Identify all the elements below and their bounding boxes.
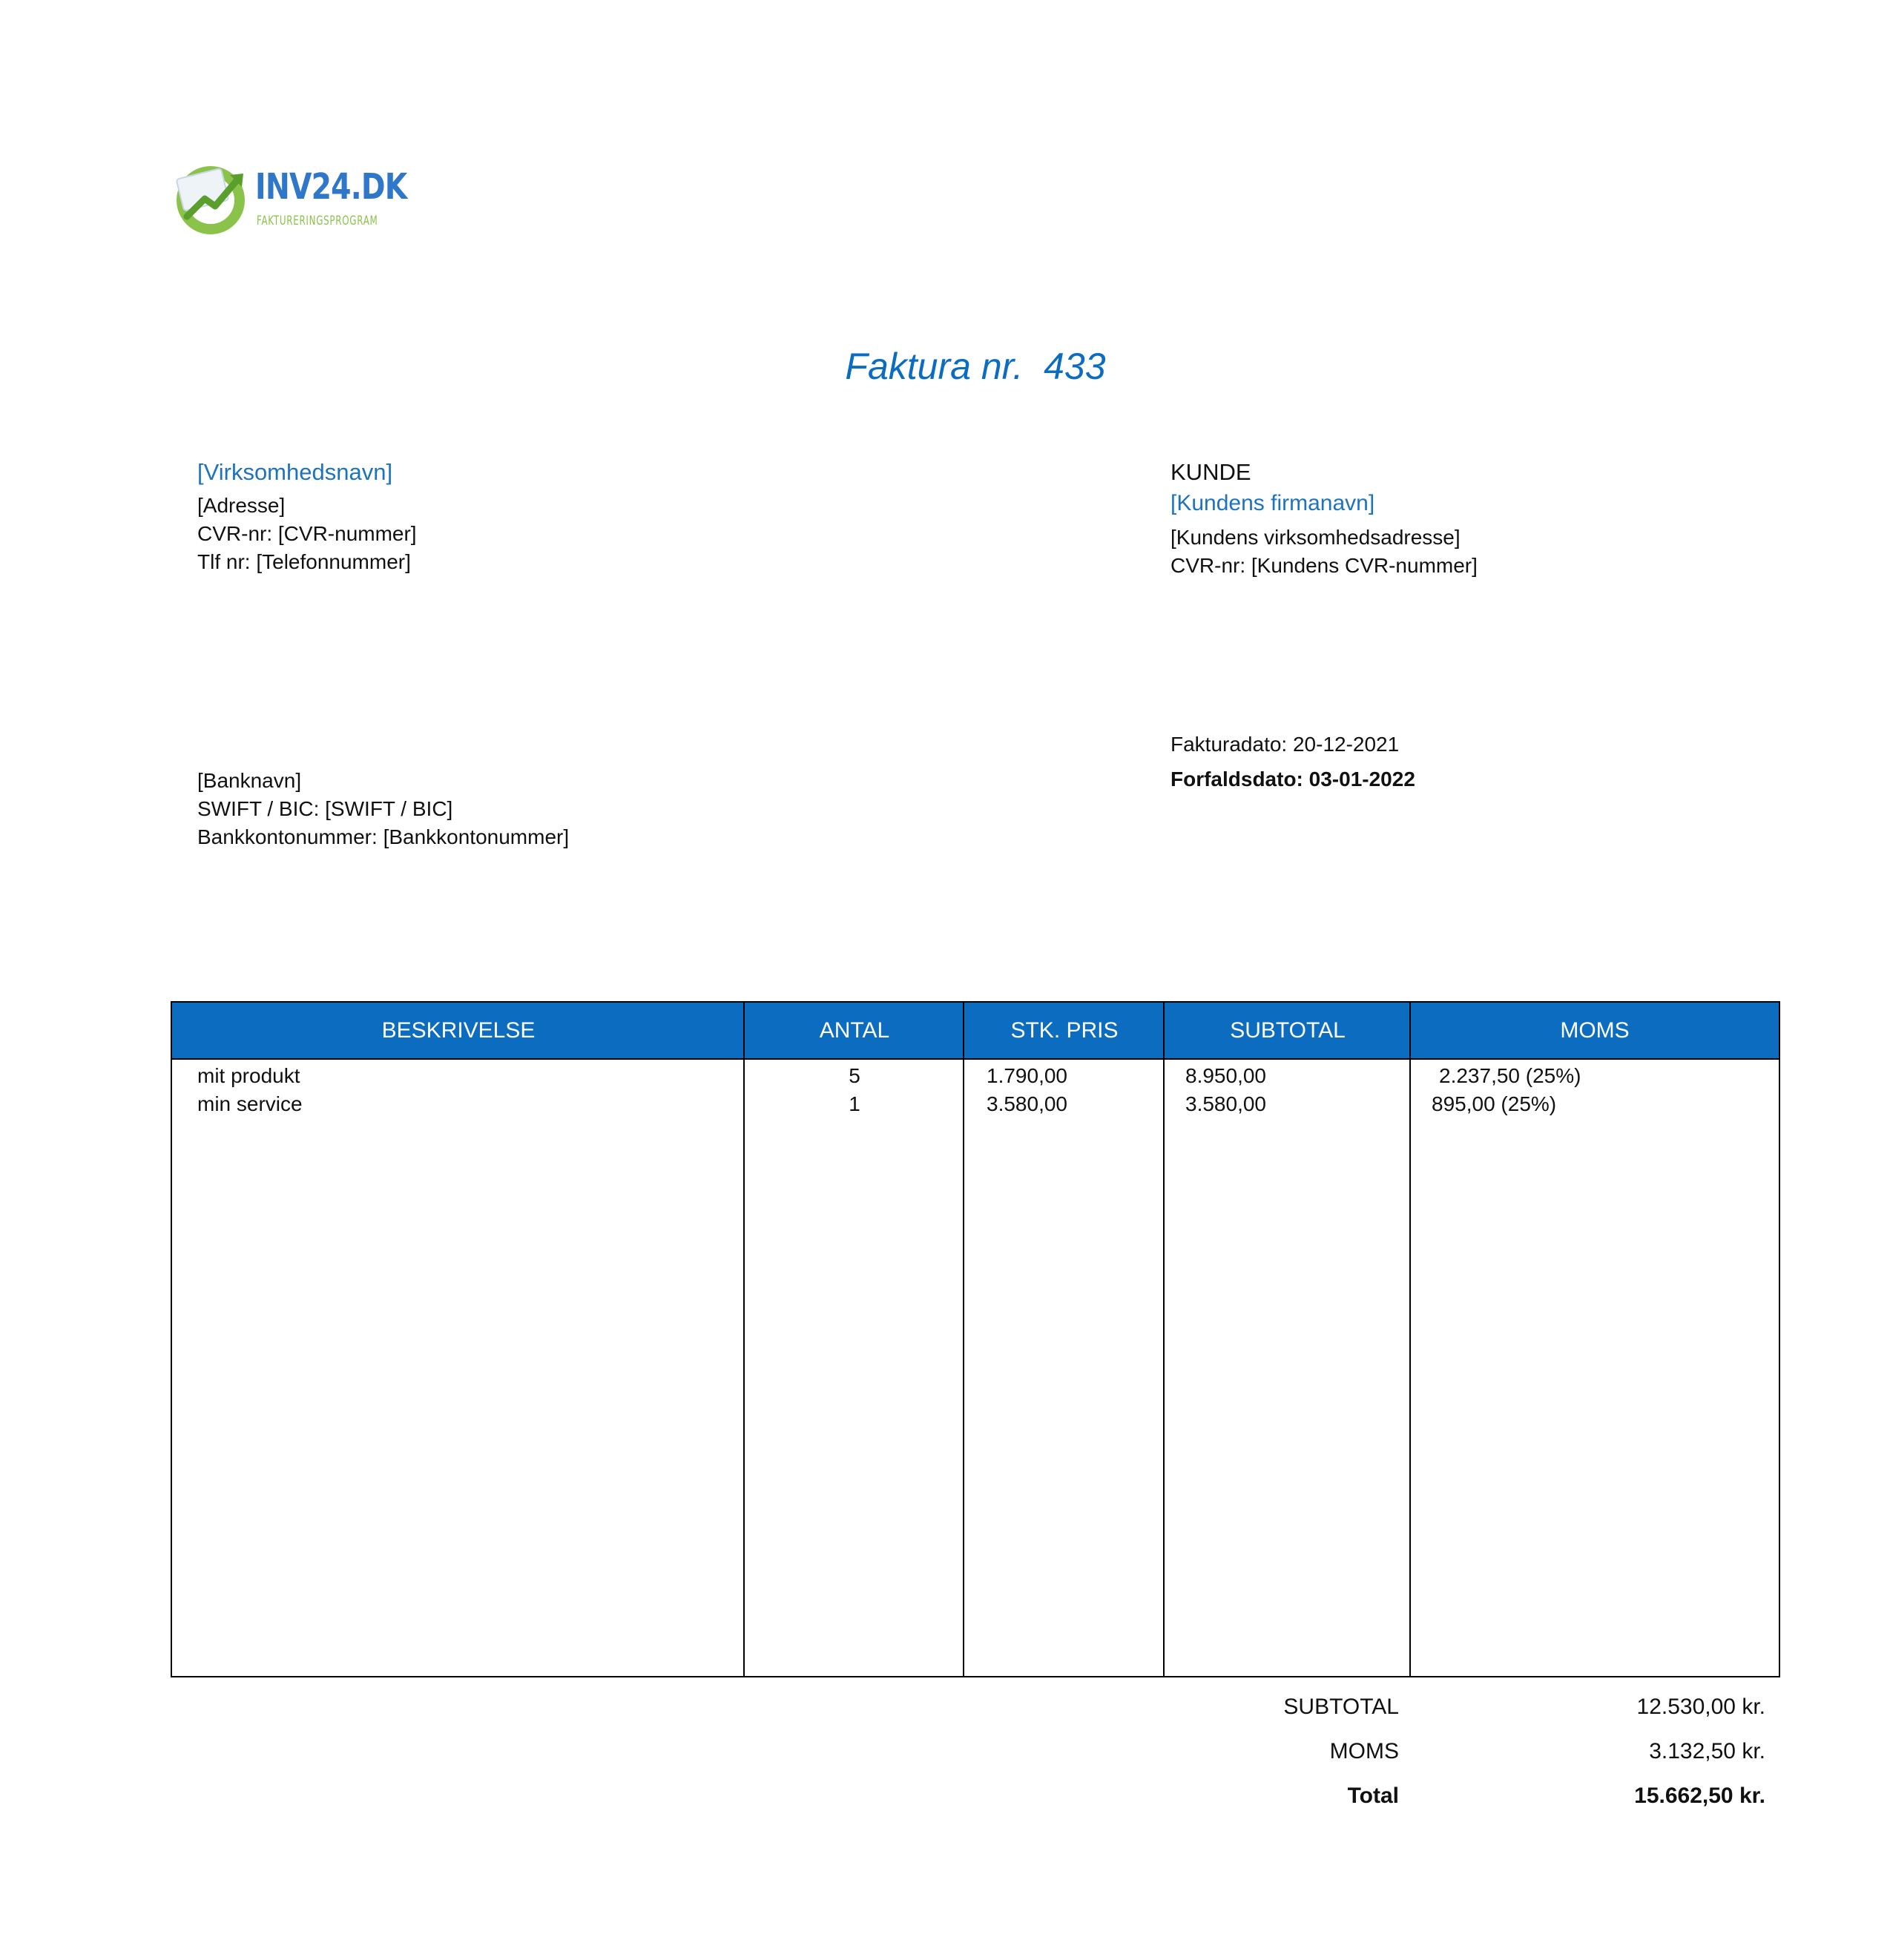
- totals-total-label: Total: [1347, 1784, 1399, 1808]
- table-header-row: [172, 1003, 1779, 1060]
- customer-cvr: CVR-nr: [Kundens CVR-nummer]: [1170, 554, 1478, 577]
- logo-tagline: FAKTURERINGSPROGRAM: [257, 214, 378, 228]
- row-quantity: 1: [849, 1092, 860, 1115]
- items-table: [171, 1001, 1780, 1677]
- header-vat: MOMS: [1560, 1018, 1630, 1043]
- totals-vat-label: MOMS: [1329, 1739, 1399, 1763]
- row-quantity: 5: [849, 1064, 860, 1087]
- row-unit-price: 1.790,00: [987, 1064, 1067, 1087]
- row-vat: 2.237,50 (25%): [1439, 1064, 1581, 1087]
- header-description: BESKRIVELSE: [381, 1018, 536, 1043]
- header-unit-price: STK. PRIS: [1010, 1018, 1119, 1043]
- sender-phone: Tlf nr: [Telefonnummer]: [197, 550, 411, 573]
- company-logo: [172, 157, 407, 239]
- totals-subtotal-value: 12.530,00 kr.: [1636, 1695, 1765, 1719]
- invoice-title-prefix: Faktura nr.: [845, 346, 1024, 387]
- row-subtotal: 8.950,00: [1185, 1064, 1266, 1087]
- customer-address: [Kundens virksomhedsadresse]: [1170, 526, 1461, 549]
- header-subtotal: SUBTOTAL: [1230, 1018, 1346, 1043]
- invoice-date: Fakturadato: 20-12-2021: [1170, 733, 1400, 756]
- totals-vat-value: 3.132,50 kr.: [1649, 1739, 1765, 1763]
- column-divider: [1409, 1003, 1411, 1676]
- customer-company-name: [Kundens firmanavn]: [1170, 491, 1375, 515]
- bank-account: Bankkontonummer: [Bankkontonummer]: [197, 825, 570, 848]
- customer-heading: KUNDE: [1170, 459, 1251, 485]
- row-unit-price: 3.580,00: [987, 1092, 1067, 1115]
- logo-brand-text: INV24.DK: [255, 166, 407, 208]
- totals-subtotal-label: SUBTOTAL: [1283, 1695, 1399, 1719]
- invoice-number: 433: [1044, 346, 1106, 387]
- sender-cvr: CVR-nr: [CVR-nummer]: [197, 522, 417, 545]
- row-vat: 895,00 (25%): [1432, 1092, 1557, 1115]
- bank-name: [Banknavn]: [197, 769, 302, 792]
- totals-total-value: 15.662,50 kr.: [1634, 1784, 1765, 1808]
- sender-company-name: [Virksomhedsnavn]: [197, 459, 393, 485]
- sender-address: [Adresse]: [197, 494, 286, 517]
- invoice-title: [0, 345, 1890, 388]
- due-date: Forfaldsdato: 03-01-2022: [1170, 768, 1415, 791]
- column-divider: [1163, 1003, 1165, 1676]
- bank-swift: SWIFT / BIC: [SWIFT / BIC]: [197, 797, 453, 820]
- row-subtotal: 3.580,00: [1185, 1092, 1266, 1115]
- logo-icon: [172, 157, 254, 239]
- header-quantity: ANTAL: [819, 1018, 890, 1043]
- row-description: min service: [197, 1092, 303, 1115]
- row-description: mit produkt: [197, 1064, 300, 1087]
